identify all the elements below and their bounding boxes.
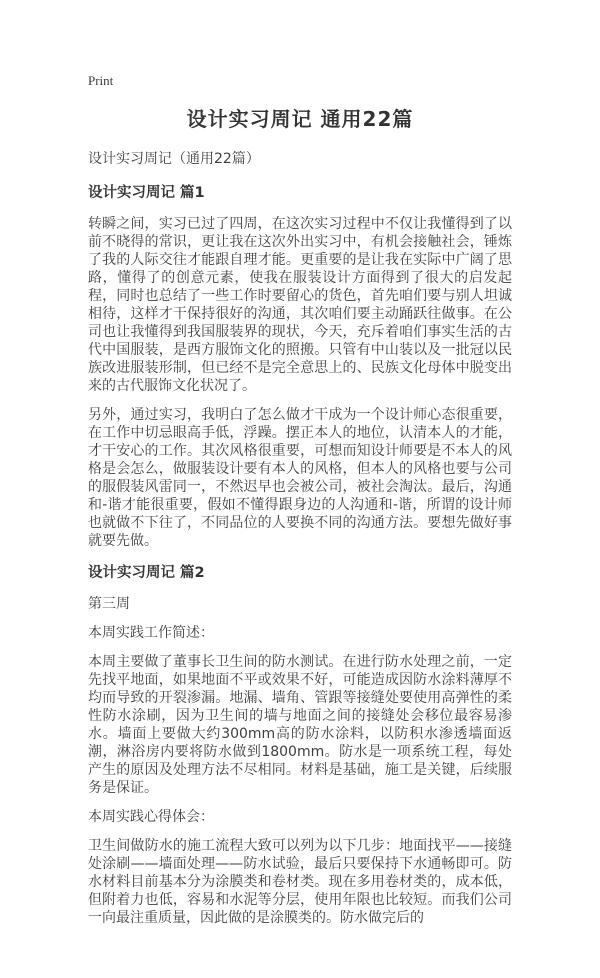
paragraph-work-summary-label: 本周实践工作简述： <box>88 625 214 641</box>
section-1-heading: 设计实习周记 篇1 <box>88 185 205 201</box>
section-1 <box>88 181 512 550</box>
doc-subtitle: 设计实习周记（通用22篇） <box>88 151 260 167</box>
page-title: 设计实习周记 通用22篇 <box>186 107 414 131</box>
print-link[interactable]: Print <box>88 73 114 88</box>
paragraph: 本周主要做了董事长卫生间的防水测试。在进行防水处理之前，一定先找平地面，如果地面不平或效果不好，可能造成因防水涂料薄厚不均而导致的开裂渗漏。地漏、墙角、管跟等接缝处要使用高弹性的柔性防水涂刷，因为卫生间的墙与地面之间的接缝处会移位最容易渗水。墙面上要做大约300mm高的防水涂料，以防积水渗透墙面返潮，淋浴房内要将防水做到1800mm。防水是一项系统工程，每处产生的原因及处理方法不尽相同。材料是基础，施工是关键，后续服务是保证。 <box>88 654 512 796</box>
section-2 <box>88 561 512 927</box>
paragraph: 另外，通过实习，我明白了怎么做才干成为一个设计师心态很重要，在工作中切忌眼高手低，浮躁。摆正本人的地位，认清本人的才能，才干安心的工作。其次风格很重要，可想而知设计师要是不本人的风格是会怎么，做服装设计要有本人的风格，但本人的风格也要与公司的服假装风雷同一，不然迟早也会被公司，被社会淘汰。最后，沟通和-谐才能很重要，假如不懂得跟身边的人沟通和-谐，所谓的设计师也就做不下往了，不同品位的人要换不同的沟通方法。要想先做好事就要先做。 <box>88 407 512 549</box>
paragraph-week-label: 第三周 <box>88 596 130 612</box>
section-2-heading: 设计实习周记 篇2 <box>88 565 205 581</box>
paragraph: 转瞬之间，实习已过了四周，在这次实习过程中不仅让我懂得到了以前不晓得的常识，更让我在这次外出实习中，有机会接触社会，锤炼了我的人际交往才能跟自理才能。更重要的是让我在实际中广阔了思路，懂得了的创意元素，使我在服装设计方面得到了很大的启发起程，同时也总结了一些工作时要留心的货色，首先咱们要与别人坦诚相待，这样才干保持很好的沟通，其次咱们要主动踊跃往做事。在公司也让我懂得到我国服装界的现状，今天，充斥着咱们事实生活的古代中国服装，是西方服饰文化的照搬。只管有中山装以及一批冠以民族改进服装形制，但已经不是完全意思上的、民族文化母体中脱变出来的古代服饰文化状况了。 <box>88 216 512 394</box>
paragraph: 卫生间做防水的施工流程大致可以列为以下几步：地面找平——接缝处涂刷——墙面处理——防水试验，最后只要保持下水通畅即可。防水材料目前基本分为涂膜类和卷材类。现在多用卷材类的，成本低，但附着力也低，容易和水泥等分层，使用年限也比较短。而我们公司一向最注重质量，因此做的是涂膜类的。防水做完后的 <box>88 838 512 926</box>
paragraph-experience-label: 本周实践心得体会： <box>88 809 214 825</box>
